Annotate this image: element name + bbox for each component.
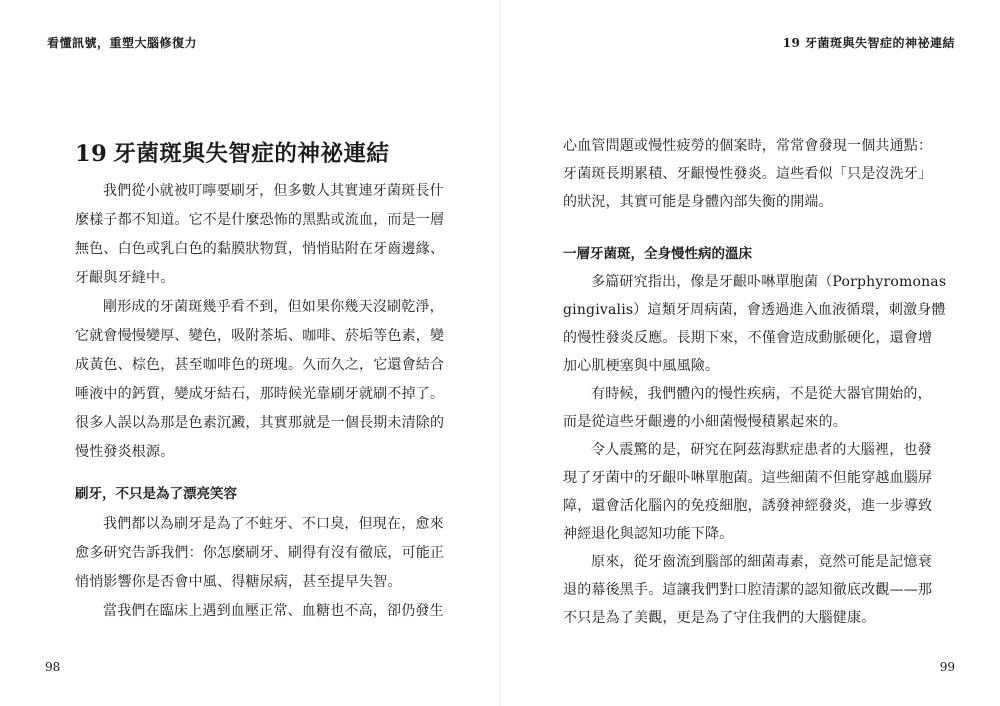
paragraph-line: 原來，從牙齒流到腦部的細菌毒素，竟然可能是記憶衰 [591,554,932,570]
paragraph-line: 多篇研究指出，像是牙齦卟啉單胞菌（Porphyromonas [591,274,947,290]
paragraph-line: 當我們在臨床上遇到血壓正常、血糖也不高，卻仍發生 [103,603,444,619]
paragraph-line: 成黃色、棕色，甚至咖啡色的斑塊。久而久之，它還會結合 [75,357,445,373]
paragraph-line: 麼樣子都不知道。它不是什麼恐怖的黑點或流血，而是一層 [75,212,445,228]
paragraph-line: 唾液中的鈣質，變成牙結石，那時候光靠刷牙就刷不掉了。 [75,386,445,402]
paragraph-line: 障，還會活化腦內的免疫細胞，誘發神經發炎，進一步導致 [563,498,933,514]
paragraph-line: 無色、白色或乳白色的黏膜狀物質，悄悄貼附在牙齒邊緣、 [75,241,445,257]
paragraph-line: 牙菌斑長期累積、牙齦慢性發炎。這些看似「只是沒洗牙」 [563,166,933,182]
paragraph-line: 牙齦與牙縫中。 [75,270,175,286]
paragraph-line: 加心肌梗塞與中風風險。 [563,358,720,374]
paragraph-line: 它就會慢慢變厚、變色，吸附茶垢、咖啡、菸垢等色素，變 [75,328,445,344]
paragraph-line: 愈多研究告訴我們：你怎麼刷牙、刷得有沒有徹底，可能正 [75,545,445,561]
running-head-left: 看懂訊號，重塑大腦修復力 [47,36,198,50]
paragraph-line: gingivalis）這類牙周病菌，會透過進入血液循環，刺激身體 [563,302,946,318]
paragraph-line: 悄悄影響你是否會中風、得糖尿病，甚至提早失智。 [75,574,402,590]
right-page [500,0,1000,706]
paragraph-line: 的狀況，其實可能是身體內部失衡的開端。 [563,194,833,210]
section-heading: 一層牙菌斑，全身慢性病的溫床 [563,246,752,262]
paragraph-line: 有時候，我們體內的慢性疾病，不是從大器官開始的， [591,386,932,402]
paragraph-line: 不只是為了美觀，更是為了守住我們的大腦健康。 [563,610,876,626]
paragraph-line: 心血管問題或慢性疲勞的個案時，常常會發現一個共通點： [563,138,933,154]
chapter-title [75,136,389,168]
paragraph-line: 的慢性發炎反應。長期下來，不僅會造成動脈硬化，還會增 [563,330,933,346]
paragraph-line: 退的幕後黑手。這讓我們對口腔清潔的認知徹底改觀——那 [563,582,933,598]
section-heading: 刷牙，不只是為了漂亮笑容 [75,486,237,502]
paragraph-line: 剛形成的牙菌斑幾乎看不到，但如果你幾天沒刷乾淨， [103,299,444,315]
chapter-number: 19 [75,141,108,167]
paragraph-line: 神經退化與認知功能下降。 [563,526,734,542]
chapter-title-text: 牙菌斑與失智症的神祕連結 [113,141,390,167]
paragraph-line: 令人震驚的是，研究在阿茲海默症患者的大腦裡，也發 [591,442,932,458]
running-head-right: 19 牙菌斑與失智症的神祕連結 [782,36,955,50]
paragraph-line: 慢性發炎根源。 [75,444,175,460]
paragraph-line: 很多人誤以為那是色素沉澱，其實那就是一個長期未清除的 [75,415,445,431]
paragraph-line: 我們都以為刷牙是為了不蛀牙、不口臭，但現在，愈來 [103,516,444,532]
paragraph-line: 現了牙菌中的牙齦卟啉單胞菌。這些細菌不但能穿越血腦屏 [563,470,933,486]
paragraph-line: 而是從這些牙齦邊的小細菌慢慢積累起來的。 [563,414,847,430]
paragraph-line: 我們從小就被叮嚀要刷牙，但多數人其實連牙菌斑長什 [103,183,444,199]
page-number-left: 98 [45,660,61,674]
page-number-right: 99 [939,660,955,674]
